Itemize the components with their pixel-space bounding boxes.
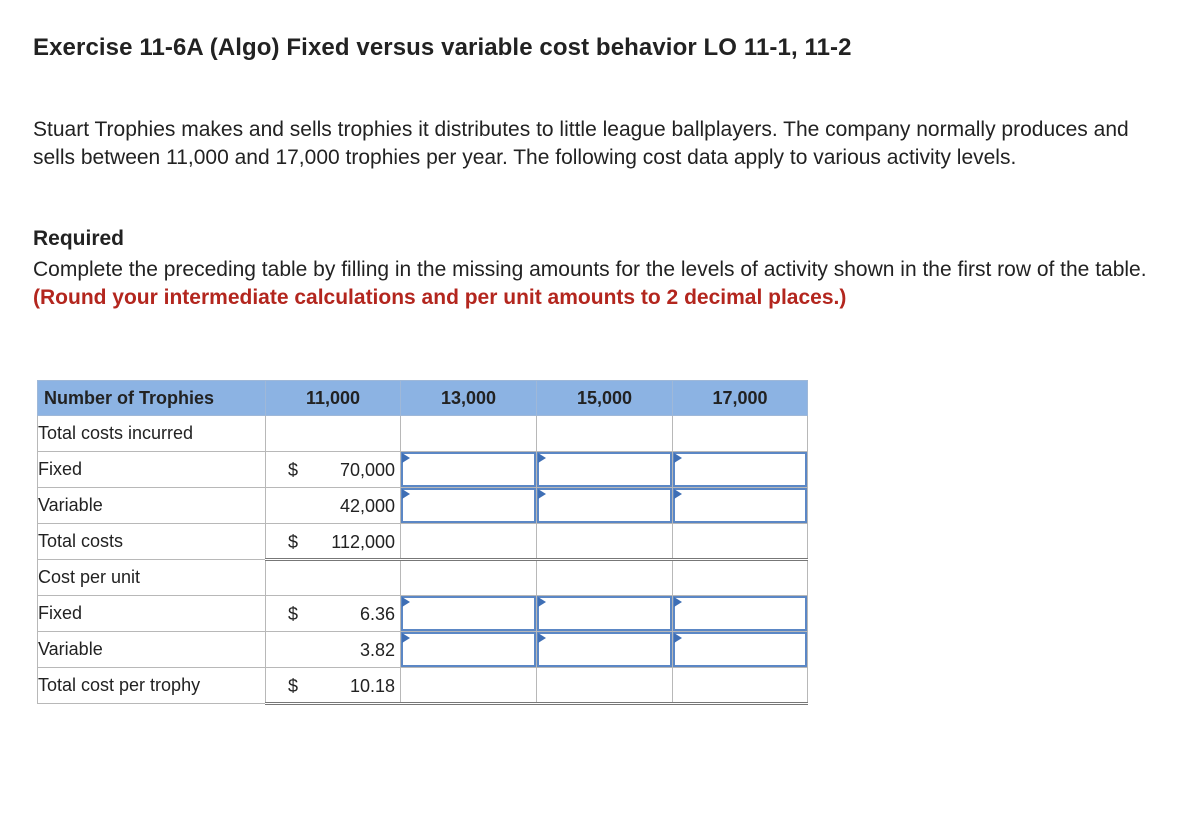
input-marker-icon [402, 633, 410, 643]
empty-cell [673, 560, 808, 596]
unit-variable-17000-cell [673, 632, 808, 668]
input-marker-icon [538, 597, 546, 607]
unit-variable-label: Variable [38, 632, 266, 668]
level-15000: 15,000 [537, 381, 673, 416]
unit-total-17000 [673, 668, 808, 704]
variable-cost-value: 42,000 [339, 496, 395, 516]
unit-total-11000 [266, 668, 401, 704]
empty-cell [537, 416, 673, 452]
fixed-cost-13000-cell [401, 452, 537, 488]
fixed-cost-row [38, 452, 808, 488]
level-11000: 11,000 [266, 381, 401, 416]
fixed-cost-13000-input[interactable] [401, 452, 536, 487]
total-costs-17000 [673, 524, 808, 560]
intro-paragraph: Stuart Trophies makes and sells trophies it distributes to little league ballplayers. The company normally produces and sells between 11,000 and 17,000 trophies per year. The following cost data apply to various activity levels. [33, 118, 1129, 169]
fixed-cost-value: 70,000 [339, 460, 395, 480]
fixed-cost-15000-input[interactable] [537, 452, 672, 487]
required-instructions [33, 256, 1153, 312]
unit-fixed-15000-input[interactable] [537, 596, 672, 631]
unit-fixed-label: Fixed [38, 596, 266, 632]
header-label: Number of Trophies [38, 381, 266, 416]
input-marker-icon [674, 633, 682, 643]
variable-cost-13000-input[interactable] [401, 488, 536, 523]
unit-fixed-17000-input[interactable] [673, 596, 807, 631]
required-heading: Required [33, 227, 125, 250]
dollar-sign: $ [288, 604, 299, 624]
required-text: Complete the preceding table by filling in the missing amounts for the levels of activity shown in the first row of the table. [33, 258, 1147, 281]
unit-variable-row [38, 632, 808, 668]
variable-cost-row [38, 488, 808, 524]
variable-cost-15000-input[interactable] [537, 488, 672, 523]
total-costs-value: 112,000 [331, 532, 395, 552]
unit-fixed-value: 6.36 [359, 604, 395, 624]
total-costs-15000 [537, 524, 673, 560]
dollar-sign: $ [288, 532, 299, 552]
level-17000: 17,000 [673, 381, 808, 416]
unit-variable-11000 [266, 632, 401, 668]
unit-variable-15000-input[interactable] [537, 632, 672, 667]
rounding-note: (Round your intermediate calculations and per unit amounts to 2 decimal places.) [33, 286, 847, 309]
variable-cost-17000-cell [673, 488, 808, 524]
total-costs-11000 [266, 524, 401, 560]
input-marker-icon [402, 597, 410, 607]
unit-variable-17000-input[interactable] [673, 632, 807, 667]
fixed-cost-label: Fixed [38, 452, 266, 488]
empty-cell [673, 416, 808, 452]
empty-cell [401, 560, 537, 596]
unit-fixed-row [38, 596, 808, 632]
variable-cost-11000 [266, 488, 401, 524]
unit-total-13000 [401, 668, 537, 704]
fixed-cost-15000-cell [537, 452, 673, 488]
unit-fixed-13000-cell [401, 596, 537, 632]
input-marker-icon [402, 453, 410, 463]
unit-fixed-11000 [266, 596, 401, 632]
dollar-sign: $ [288, 676, 299, 696]
empty-cell [401, 416, 537, 452]
unit-total-15000 [537, 668, 673, 704]
unit-variable-13000-input[interactable] [401, 632, 536, 667]
input-marker-icon [538, 453, 546, 463]
input-marker-icon [402, 489, 410, 499]
input-marker-icon [674, 453, 682, 463]
input-marker-icon [674, 489, 682, 499]
variable-cost-17000-input[interactable] [673, 488, 807, 523]
unit-variable-15000-cell [537, 632, 673, 668]
exercise-title: Exercise 11-6A (Algo) Fixed versus variable cost behavior LO 11-1, 11-2 [33, 34, 852, 61]
empty-cell [537, 560, 673, 596]
input-marker-icon [538, 633, 546, 643]
input-marker-icon [674, 597, 682, 607]
unit-fixed-13000-input[interactable] [401, 596, 536, 631]
empty-cell [266, 560, 401, 596]
total-costs-label: Total costs [38, 524, 266, 560]
input-marker-icon [538, 489, 546, 499]
fixed-cost-11000 [266, 452, 401, 488]
unit-total-value: 10.18 [349, 676, 395, 696]
unit-variable-value: 3.82 [359, 640, 395, 660]
unit-fixed-17000-cell [673, 596, 808, 632]
section-total-costs-label: Total costs incurred [38, 416, 266, 452]
variable-cost-label: Variable [38, 488, 266, 524]
fixed-cost-17000-cell [673, 452, 808, 488]
unit-fixed-15000-cell [537, 596, 673, 632]
dollar-sign: $ [288, 460, 299, 480]
level-13000: 13,000 [401, 381, 537, 416]
empty-cell [266, 416, 401, 452]
total-costs-row [38, 524, 808, 560]
section-total-costs-row [38, 416, 808, 452]
section-cost-per-unit-label: Cost per unit [38, 560, 266, 596]
cost-behavior-table [37, 380, 808, 705]
fixed-cost-17000-input[interactable] [673, 452, 807, 487]
unit-total-label: Total cost per trophy [38, 668, 266, 704]
unit-total-row [38, 668, 808, 704]
header-row [38, 381, 808, 416]
variable-cost-15000-cell [537, 488, 673, 524]
unit-variable-13000-cell [401, 632, 537, 668]
section-cost-per-unit-row [38, 560, 808, 596]
variable-cost-13000-cell [401, 488, 537, 524]
total-costs-13000 [401, 524, 537, 560]
